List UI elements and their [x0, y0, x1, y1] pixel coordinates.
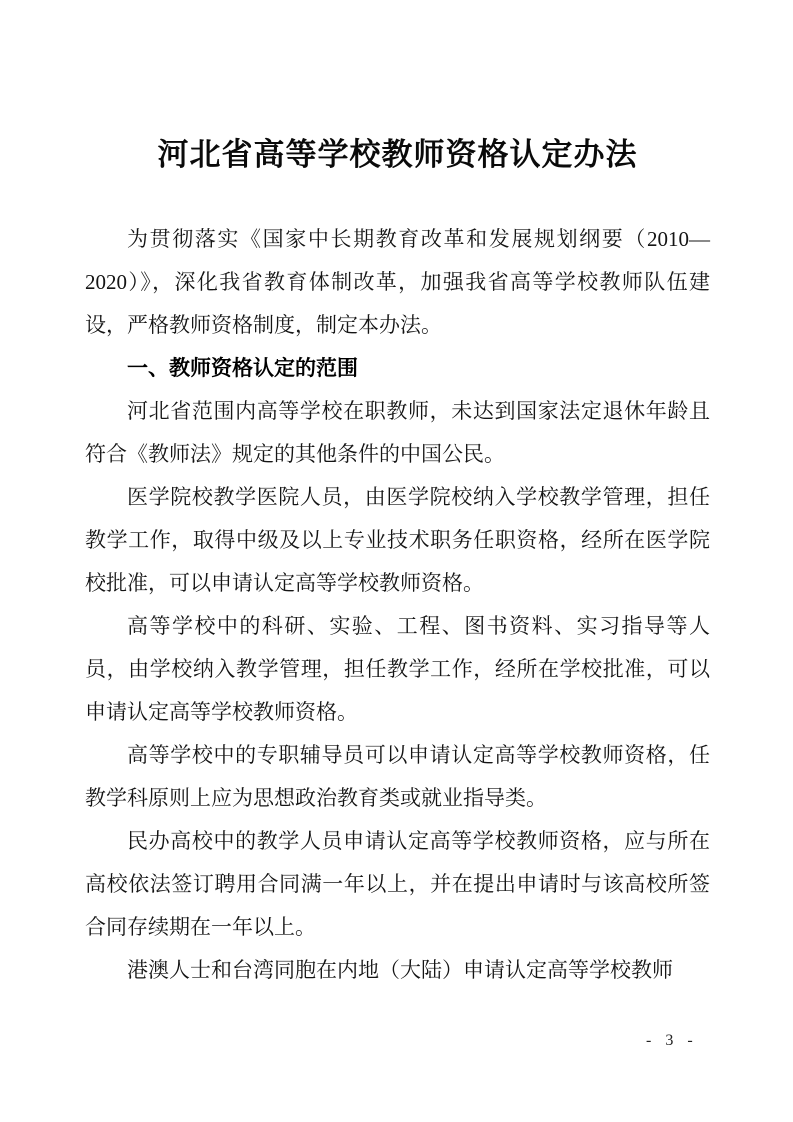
page-number: - 3 -: [646, 1032, 697, 1049]
paragraph: 医学院校教学医院人员，由医学院校纳入学校教学管理，担任教学工作，取得中级及以上专业技术职务任职资格，经所在医学院校批准，可以申请认定高等学校教师资格。: [85, 485, 710, 596]
document-body: [85, 218, 710, 992]
paragraph: 高等学校中的专职辅导员可以申请认定高等学校教师资格，任教学科原则上应为思想政治教育类或就业指导类。: [85, 743, 710, 811]
paragraph: 为贯彻落实《国家中长期教育改革和发展规划纲要（2010—2020）》，深化我省教育体制改革，加强我省高等学校教师队伍建设，严格教师资格制度，制定本办法。: [85, 227, 710, 338]
paragraph: 港澳人士和台湾同胞在内地（大陆）申请认定高等学校教师: [127, 958, 673, 983]
paragraph: 高等学校中的科研、实验、工程、图书资料、实习指导等人员，由学校纳入教学管理，担任教学工作，经所在学校批准，可以申请认定高等学校教师资格。: [85, 614, 710, 725]
section-heading: 一、教师资格认定的范围: [127, 357, 358, 381]
document-title: 河北省高等学校教师资格认定办法: [157, 137, 638, 172]
paragraph: 民办高校中的教学人员申请认定高等学校教师资格，应与所在高校依法签订聘用合同满一年以上，并在提出申请时与该高校所签合同存续期在一年以上。: [85, 829, 710, 940]
paragraph: 河北省范围内高等学校在职教师，未达到国家法定退休年龄且符合《教师法》规定的其他条件的中国公民。: [85, 399, 710, 467]
